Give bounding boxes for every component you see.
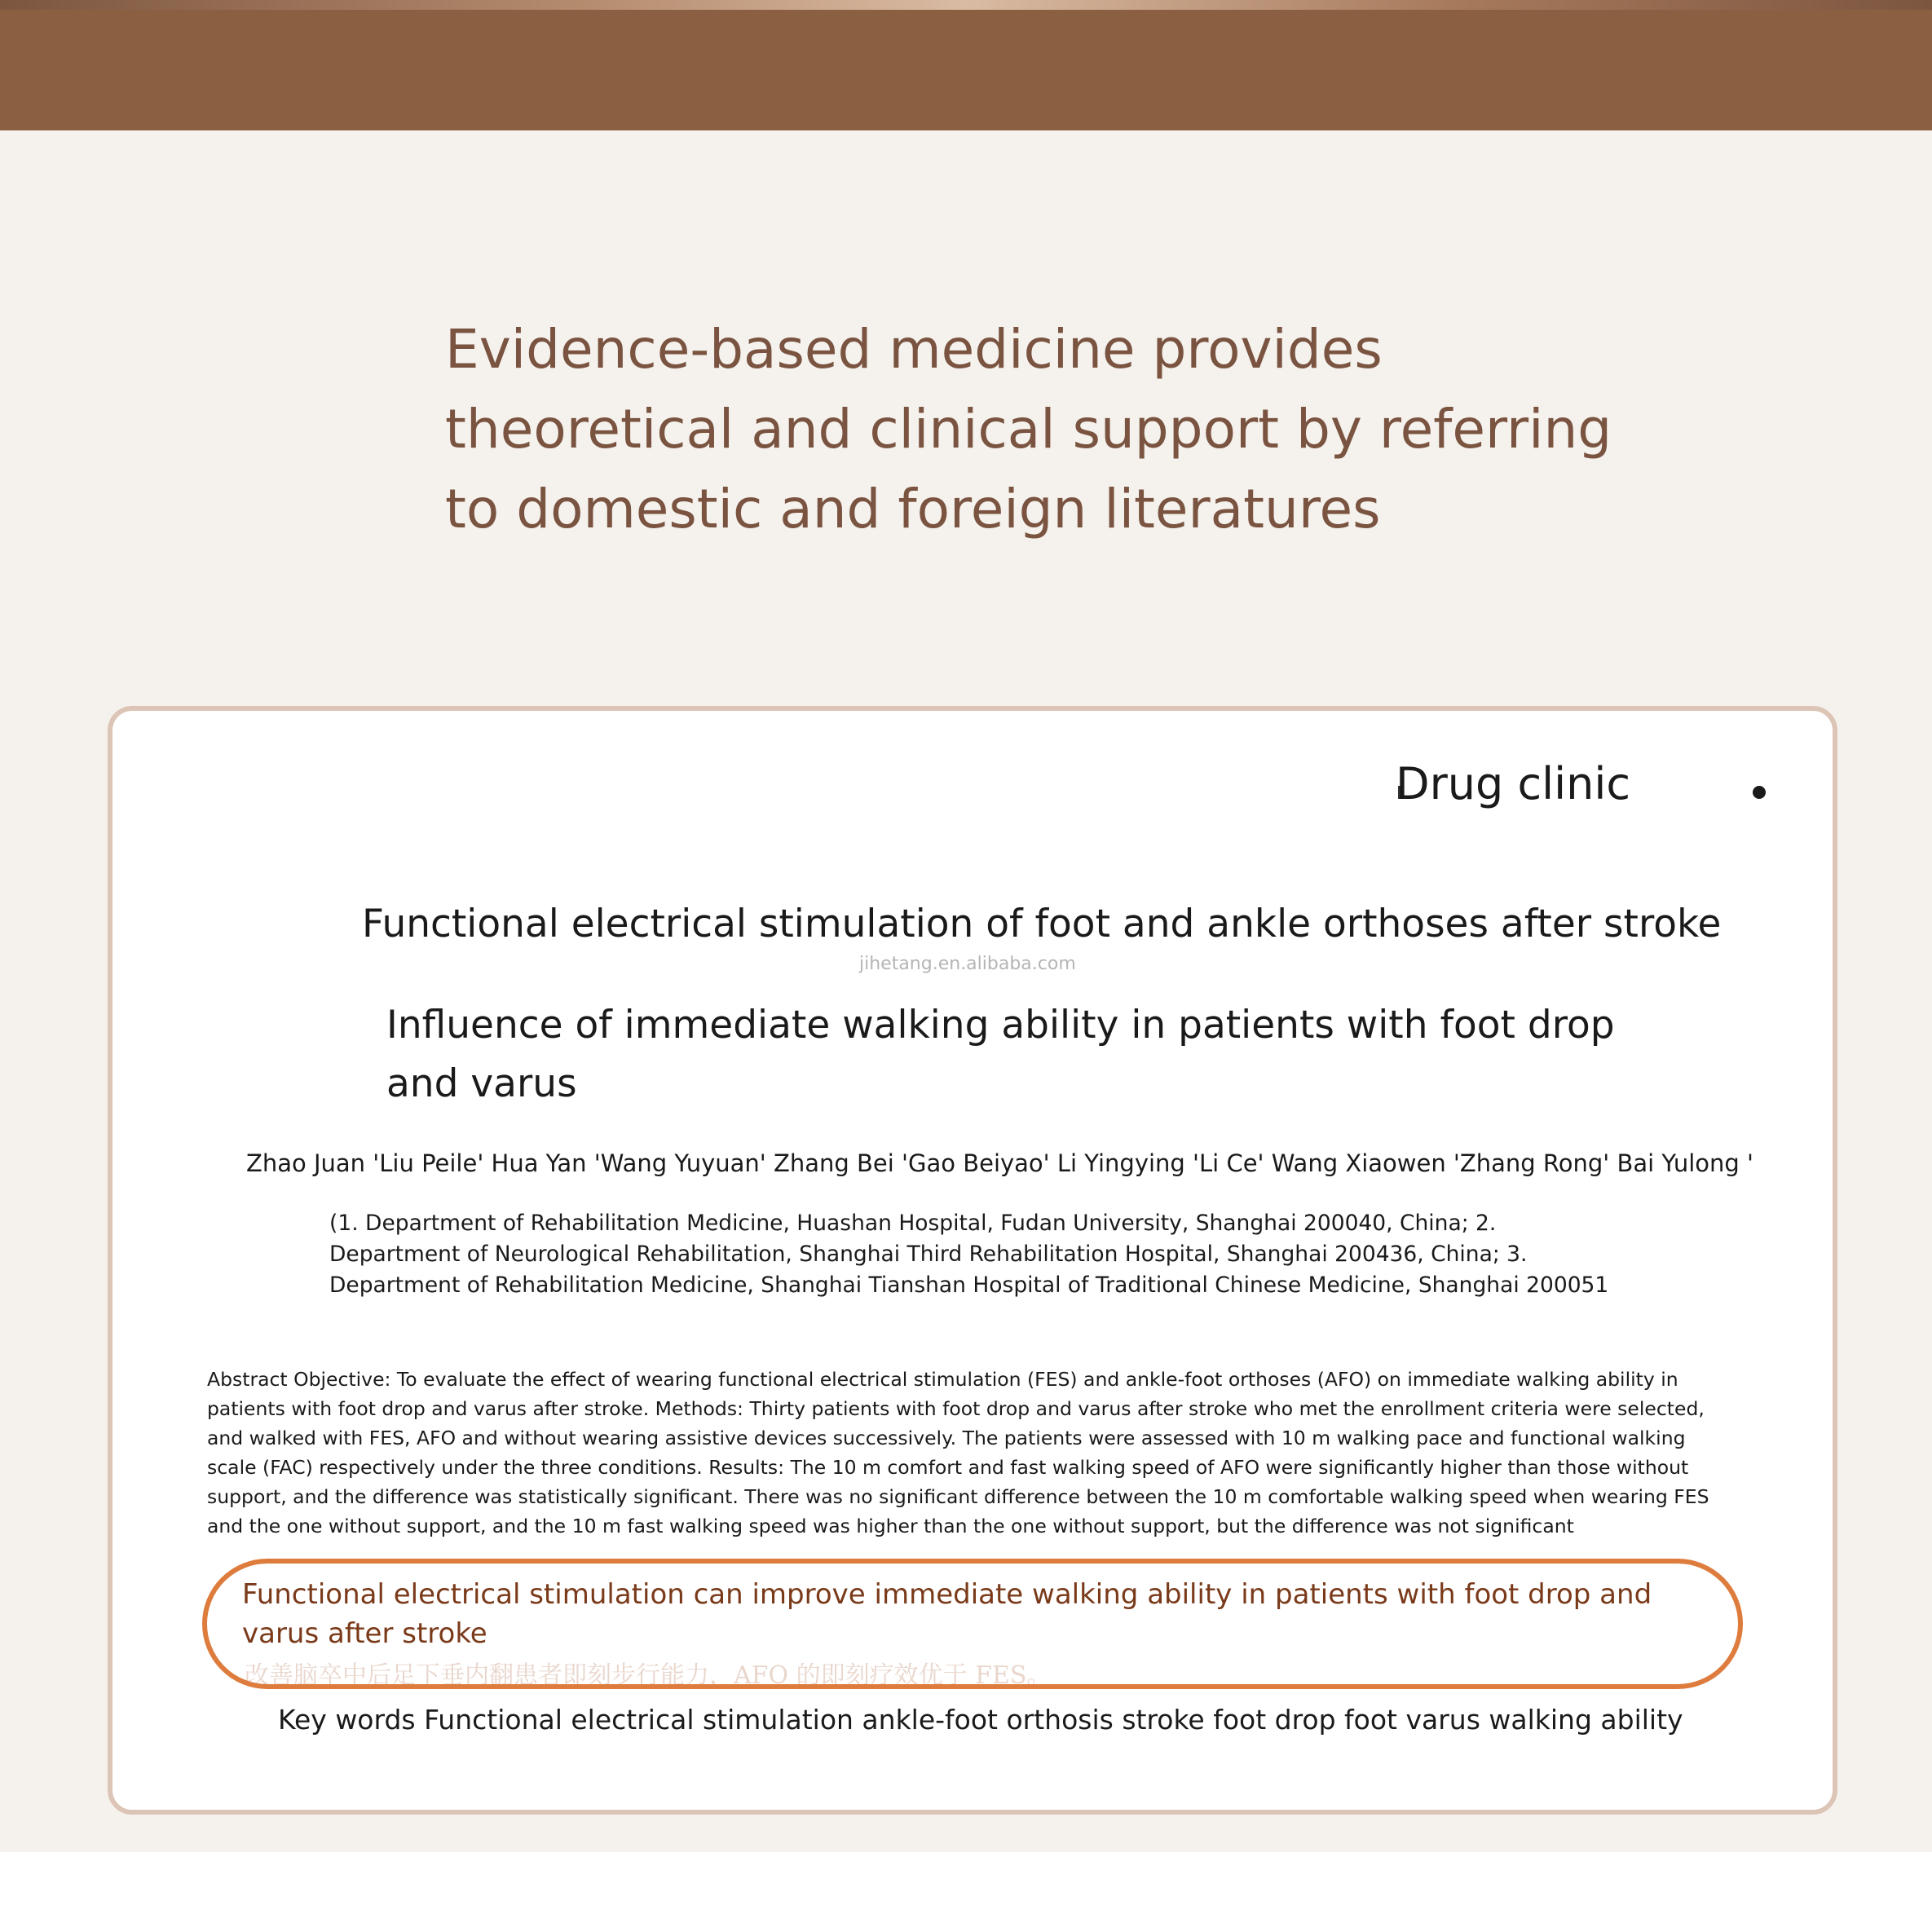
banner-edge (0, 0, 1932, 10)
paper-title: Functional electrical stimulation of foot and ankle orthoses after stroke (362, 902, 1722, 946)
abstract: Abstract Objective: To evaluate the effect of wearing functional electrical stimulation (FES) and ankle-foot orthoses (AFO) on immediate walking ability in patients with foot drop and varus after stroke. Methods: Thirty patients with foot drop and varus after stroke who met the enrollment criteria were selected, and walked with FES, AFO and without wearing assistive devices successively. The patients were assessed with 10 m walking pace and functional walking scale (FAC) respectively under the three conditions. Results: The 10 m comfort and fast walking speed of AFO were significantly higher than those without support, and the difference was statistically significant. There was no significant difference between the 10 m comfortable walking speed when wearing FES and the one without support, and the 10 m fast walking speed was higher than the one without support, but the difference was not significant (207, 1368, 1709, 1537)
author-list: Zhao Juan 'Liu Peile' Hua Yan 'Wang Yuyuan' Zhang Bei 'Gao Beiyao' Li Yingying 'Li Ce' Wang Xiaowen 'Zhang Rong' Bai Yulong ' (246, 1149, 1753, 1177)
headline-line-2: theoretical and clinical support by referring (445, 398, 1612, 461)
bullet-dot-icon (1753, 786, 1766, 799)
faded-chinese-text: 改善脑卒中后足下垂内翻患者即刻步行能力，AFO 的即刻疗效优于 FES。 (245, 1661, 1052, 1690)
headline-line-1: Evidence-based medicine provides (445, 318, 1383, 381)
top-banner (0, 0, 1932, 130)
affiliations: (1. Department of Rehabilitation Medicine, Huashan Hospital, Fudan University, Shanghai 200040, China; 2. Department of Neurological Rehabilitation, Shanghai Third Rehabilitation Hospital, Shanghai 200436, China; 3. Department of Rehabilitation Medicine, Shanghai Tianshan Hospital of Traditional Chinese Medicine, Shanghai 200051 (329, 1211, 1609, 1298)
journal-name: Drug clinic (1396, 758, 1631, 809)
keywords: Key words Functional electrical stimulation ankle-foot orthosis stroke foot drop foot varus walking ability (278, 1704, 1683, 1736)
paper-subtitle: Influence of immediate walking ability in patients with foot drop and varus (386, 1003, 1615, 1106)
watermark: jihetang.en.alibaba.com (859, 954, 1076, 974)
headline (445, 310, 1668, 549)
conclusion-highlight-text: Functional electrical stimulation can improve immediate walking ability in patients with foot drop and varus after stroke (242, 1578, 1652, 1650)
headline-line-3: to domestic and foreign literatures (445, 478, 1381, 540)
